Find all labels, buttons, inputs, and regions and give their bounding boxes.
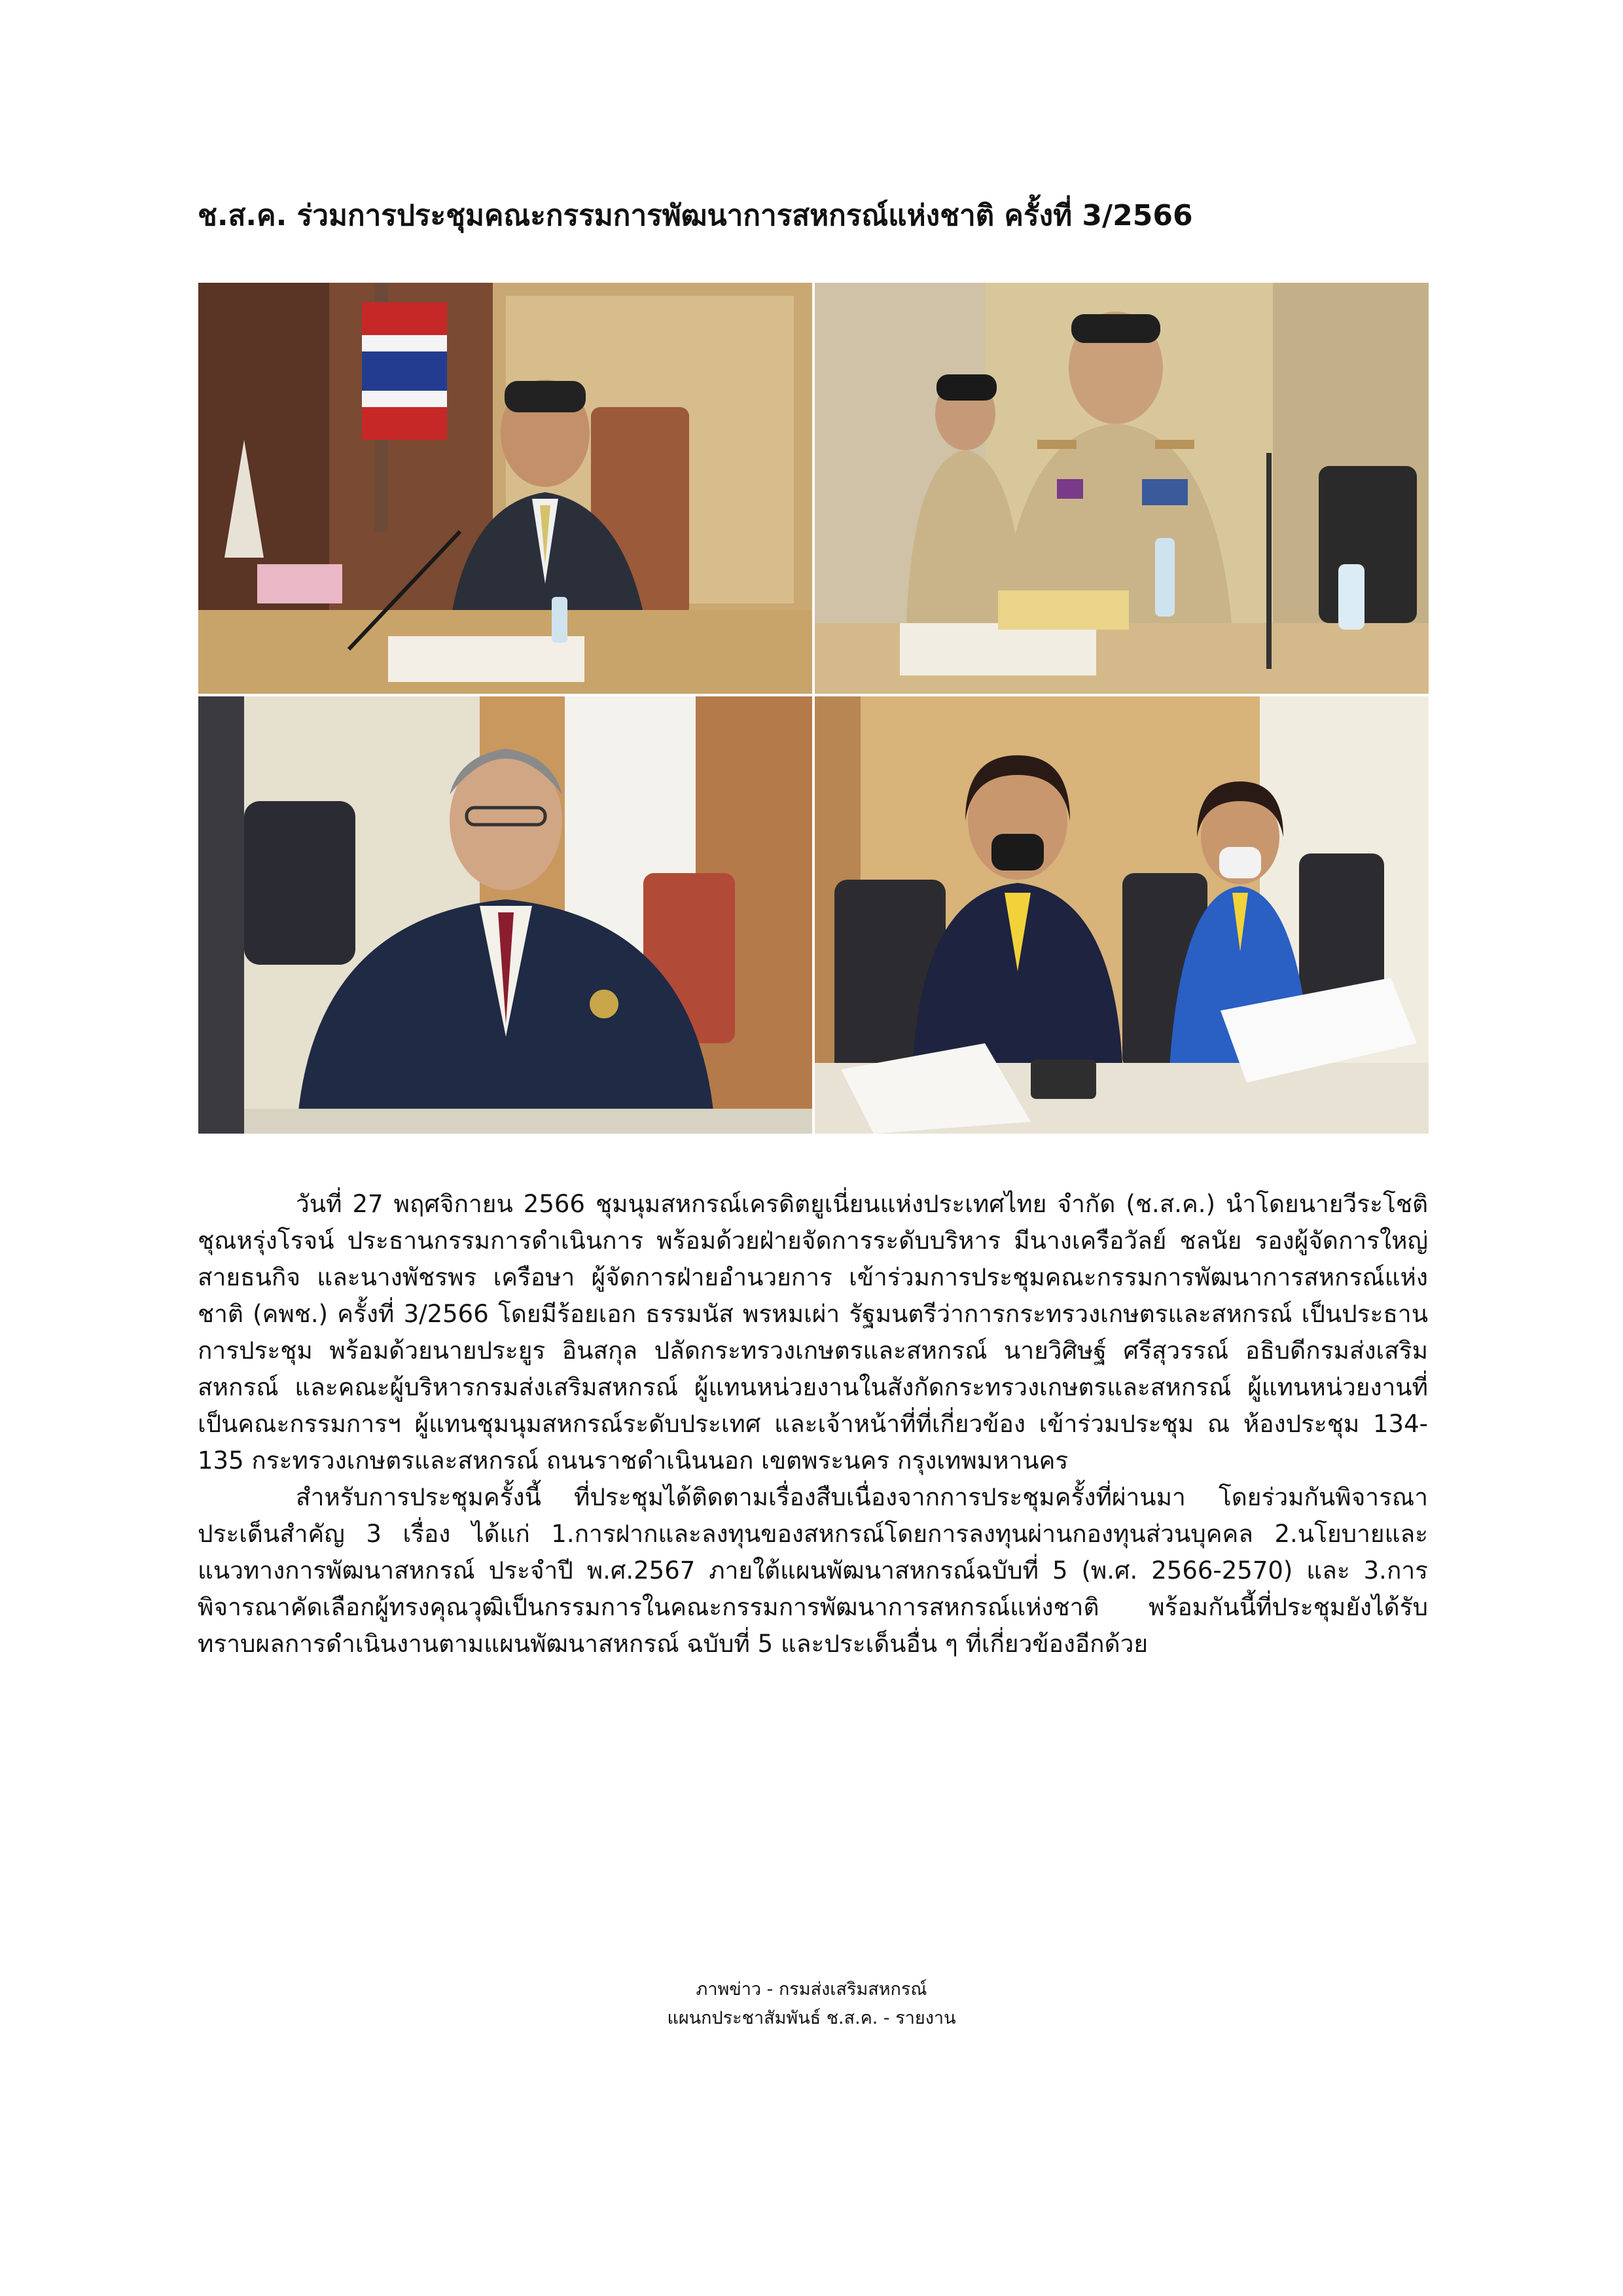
director-general-photo	[815, 283, 1429, 694]
report-credit: แผนกประชาสัมพันธ์ ช.ส.ค. - รายงาน	[667, 2008, 956, 2028]
chcc-president-photo	[198, 696, 812, 1134]
body-paragraph: วันที่ 27 พฤศจิกายน 2566 ชุมนุมสหกรณ์เครดิตยูเนี่ยนแห่งประเทศไทย จำกัด (ช.ส.ค.) นำโดยนายวีระโชติ ชุณหรุ่งโรจน์ ประธานกรรมการดำเนินการ พร้อมด้วยฝ่ายจัดการระดับบริหาร มีนางเครือวัลย์ ชลนัย รองผู้จัดการใหญ่สายธนกิจ และนางพัชรพร เครือษา ผู้จัดการฝ่ายอำนวยการ เข้าร่วมการประชุมคณะกรรมการพัฒนาการสหกรณ์แห่งชาติ (คพช.) ครั้งที่ 3/2566 โดยมีร้อยเอก ธรรมนัส พรหมเผ่า รัฐมนตรีว่าการกระทรวงเกษตรและสหกรณ์ เป็นประธานการประชุม พร้อมด้วยนายประยูร อินสกุล ปลัดกระทรวงเกษตรและสหกรณ์ นายวิศิษฐ์ ศรีสุวรรณ์ อธิบดีกรมส่งเสริมสหกรณ์ และคณะผู้บริหารกรมส่งเสริมสหกรณ์ ผู้แทนหน่วยงานในสังกัดกระทรวงเกษตรและสหกรณ์ ผู้แทนหน่วยงานที่เป็นคณะกรรมการฯ ผู้แทนชุมนุมสหกรณ์ระดับประเทศ และเจ้าหน้าที่ที่เกี่ยวข้อง เข้าร่วมประชุม ณ ห้องประชุม 134-135 กระทรวงเกษตรและสหกรณ์ ถนนราชดำเนินนอก เขตพระนคร กรุงเทพมหานคร	[198, 1190, 1428, 1475]
meeting-chair-photo	[198, 283, 812, 694]
credits	[0, 1975, 1623, 2033]
photo-credit: ภาพข่าว - กรมส่งเสริมสหกรณ์	[696, 1979, 927, 2000]
body-paragraph: สำหรับการประชุมครั้งนี้ ที่ประชุมได้ติดตามเรื่องสืบเนื่องจากการประชุมครั้งที่ผ่านมา โดยร่วมกันพิจารณาประเด็นสำคัญ 3 เรื่อง ได้แก่ 1.การฝากและลงทุนของสหกรณ์โดยการลงทุนผ่านกองทุนส่วนบุคคล 2.นโยบายและแนวทางการพัฒนาสหกรณ์ ประจำปี พ.ศ.2567 ภายใต้แผนพัฒนาสหกรณ์ฉบับที่ 5 (พ.ศ. 2566-2570) และ 3.การพิจารณาคัดเลือกผู้ทรงคุณวุฒิเป็นกรรมการในคณะกรรมการพัฒนาการสหกรณ์แห่งชาติ พร้อมกันนี้ที่ประชุมยังได้รับทราบผลการดำเนินงานตามแผนพัฒนาสหกรณ์ ฉบับที่ 5 และประเด็นอื่น ๆ ที่เกี่ยวข้องอีกด้วย	[198, 1483, 1428, 1658]
photo-collage	[198, 283, 1429, 1134]
chcc-executives-photo	[815, 696, 1429, 1134]
article-body	[198, 1186, 1428, 1662]
article-title: ช.ส.ค. ร่วมการประชุมคณะกรรมการพัฒนาการสหกรณ์แห่งชาติ ครั้งที่ 3/2566	[198, 199, 1193, 232]
